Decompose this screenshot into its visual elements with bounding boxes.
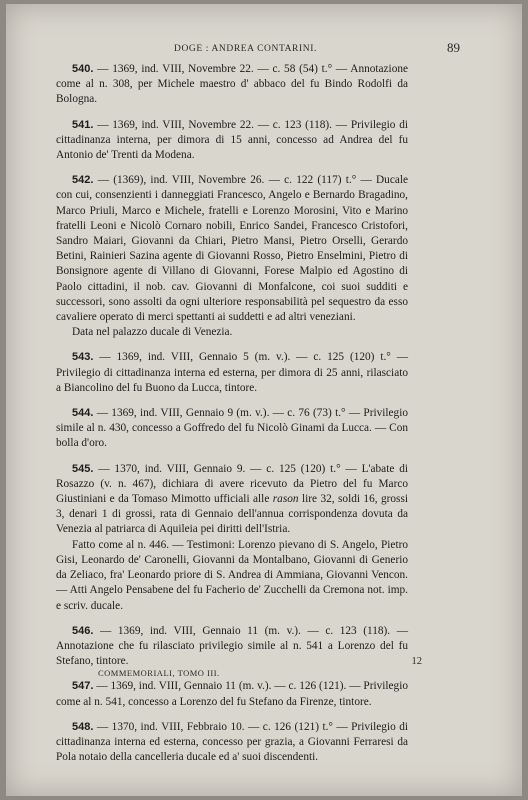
entry-543: [56, 350, 408, 396]
entry-number: 543.: [72, 351, 94, 364]
signature-mark: 12: [411, 656, 422, 667]
running-head: DOGE : ANDREA CONTARINI.: [174, 44, 317, 54]
entry-text: — 1369, ind. VIII, Gennaio 11 (m. v.). — c. 126 (121). — Privilegio come al n. 541, concesso a Lorenzo del fu Stefano da Firenze, tintore.: [56, 680, 408, 708]
entry-text: — 1369, ind. VIII, Gennaio 11 (m. v.). — c. 123 (118). — Annotazione che fu rilasciato privilegio simile al n. 541 a Lorenzo del fu Stefano, tintore.: [56, 624, 408, 668]
entry-text-before-italic: — 1370, ind. VIII, Gennaio 9. — c. 125 (120) t.° — L'abate di Rosazzo (v. n. 467), dichiara di avere ricevuto da Pietro del fu Marco Giustiniani e da Tomaso Mimotto ufficiali alle: [56, 462, 408, 506]
entry-number: 545.: [72, 462, 94, 475]
entry-544: [56, 406, 408, 452]
book-page: [6, 4, 522, 796]
entry-text: — 1369, ind. VIII, Novembre 22. — c. 58 (54) t.° — Annotazione come al n. 308, per Michele maestro d' abbaco del fu Bindo Rodolfi da Bologna.: [56, 63, 409, 106]
entry-542: [56, 173, 408, 340]
entry-number: 541.: [72, 118, 94, 131]
entry-number: 548.: [72, 720, 94, 733]
entry-text: — 1369, ind. VIII, Gennaio 9 (m. v.). — c. 76 (73) t.° — Privilegio simile al n. 430, concesso a Goffredo del fu Nicolò Ginami da Lucca. — Con bolla d'oro.: [56, 407, 408, 450]
entry-545: [56, 462, 408, 614]
entry-540: [56, 62, 408, 108]
entry-text: — (1369), ind. VIII, Novembre 26. — c. 122 (117) t.° — Ducale con cui, consenzienti i danneggiati Francesco, Angelo e Bernardo Bragadino, Marco Priuli, Marco e Michele, fratelli e Lorenzo Morosini, Vito e Marino fratelli Leoni e Nicolò Cornaro nobili, Enrico Sandei, Francesco Cristofori, Sandro Maiari, Giovanni da Chiari, Pietro Mansi, Pietro Orselli, Gerardo Betini, Rainieri Sazina agente di Giovanni Rosso, Pietro Enselmini, Pietro di Bonsignore agente di Villano di Giovanni, Forese Malpio ed Agostino di Paolo cittadini, il nob. cav. Giovanni di Monfalcone, coi suoi sudditi e successori, sono assolti da ogni ulteriore responsabilità pel sequestro da esso cavaliere operato di merci spettanti ai suddetti e ad altri veneziani.: [56, 174, 409, 324]
entry-number: 544.: [72, 407, 94, 420]
entry-extra: Fatto come al n. 446. — Testimoni: Lorenzo pievano di S. Angelo, Pietro Gisi, Leonardo de' Caronelli, Giovanni da Montalbano, Giovanni di Generio da Zeliaco, fra' Leonardo priore di S. Andrea di Ammiana, Giovanni Vencon. — Atti Angelo Pensabene del fu Facherio de' Zucchelli da Cremona not. imp. e scriv. ducale.: [56, 538, 408, 612]
entry-number: 542.: [72, 174, 94, 187]
page-number: 89: [447, 40, 460, 55]
entry-text: — 1370, ind. VIII, Febbraio 10. — c. 126 (121) t.° — Privilegio di cittadinanza interna ed esterna, concesso per grazia, a Giovanni Ferraresi da Pola notaio della cancelleria ducale ed a' suoi discendenti.: [56, 720, 408, 764]
entry-547: [56, 679, 408, 709]
entry-text: — 1369, ind. VIII, Gennaio 5 (m. v.). — c. 125 (120) t.° — Privilegio di cittadinanza interna ed esterna, per dimora di 25 anni, rilasciato a Biancolino del fu Buono da Lucca, tintore.: [56, 351, 408, 394]
entry-extra: Data nel palazzo ducale di Venezia.: [72, 326, 233, 339]
italic-term: rason: [272, 493, 299, 506]
footer-volume-title: COMMEMORIALI, TOMO III.: [98, 668, 220, 678]
entry-548: [56, 720, 408, 766]
entry-541: [56, 118, 408, 164]
entry-number: 540.: [72, 63, 94, 75]
entry-text: — 1369, ind. VIII, Novembre 22. — c. 123 (118). — Privilegio di cittadinanza interna, per dimora di 15 anni, concesso ad Andrea del fu Antonio de' Trenti da Modena.: [56, 118, 408, 162]
entry-text-after-italic: lire 32, soldi 16, grossi 3, denari 1 di grossi, rata di Gennaio dell'annua corrispondenza dovuta da Venezia al patriarca di Aquileia pei diritti dell'Istria.: [56, 493, 408, 536]
entry-number: 546.: [72, 624, 94, 637]
entry-546: [56, 624, 408, 670]
entry-number: 547.: [72, 680, 94, 693]
